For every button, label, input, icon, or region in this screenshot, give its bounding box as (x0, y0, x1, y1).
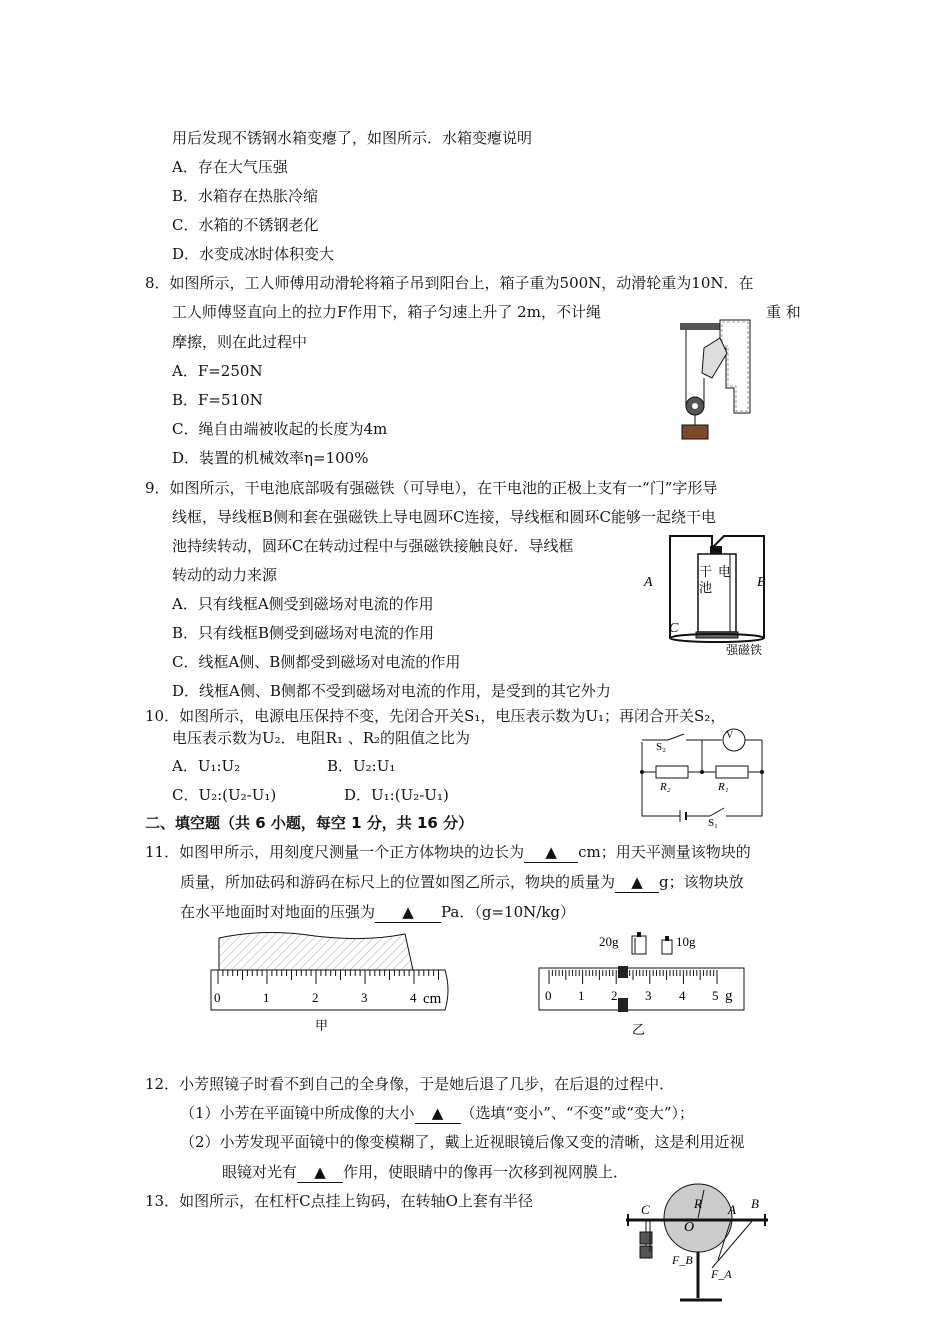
q10-option-d: D．U₁:(U₂-U₁) (344, 786, 449, 804)
scale-tick-3: 3 (645, 988, 652, 1003)
q12-blank-2[interactable]: ▲ (297, 1162, 343, 1183)
q9-line4: 转动的动力来源 (172, 566, 278, 584)
label-o: O (684, 1220, 695, 1235)
r2-label: R₂ (660, 781, 671, 793)
ruler-unit: cm (423, 991, 442, 1007)
scale-tick-2: 2 (611, 988, 618, 1003)
q12-line2 (180, 1103, 694, 1124)
q11-line2-b: g；该物块放 (659, 873, 744, 891)
label-b: B (757, 575, 766, 590)
q12-line2-a: （1）小芳在平面镜中所成像的大小 (180, 1104, 415, 1122)
q12-line4-b: 作用，使眼睛中的像再一次移到视网膜上． (343, 1163, 629, 1181)
q8-line2: 工人师傅竖直向上的拉力F作用下，箱子匀速上升了 2m，不计绳 (172, 303, 601, 321)
q9-option-a: A．只有线框A侧受到磁场对电流的作用 (172, 595, 434, 613)
pulley-figure (672, 318, 762, 443)
q11-line2 (180, 872, 744, 893)
q8-option-a: A．F=250N (172, 362, 263, 380)
label-b-point: B (751, 1196, 759, 1211)
q11-line3 (180, 902, 575, 923)
q9-option-b: B．只有线框B侧受到磁场对电流的作用 (172, 624, 435, 642)
q8-line3: 摩擦，则在此过程中 (172, 333, 308, 351)
q7-option-d: D．水变成冰时体积变大 (172, 245, 335, 263)
scale-tick-0: 0 (545, 988, 552, 1003)
ruler-tick-4: 4 (410, 990, 417, 1005)
q12-blank-1[interactable]: ▲ (415, 1103, 461, 1124)
q8-line1: 8．如图所示，工人师傅用动滑轮将箱子吊到阳台上，箱子重为500N，动滑轮重为10N．在 (145, 274, 754, 292)
r1-label: R₁ (718, 781, 729, 793)
ruler-tick-0: 0 (214, 990, 221, 1005)
q9-option-c: C．线框A侧、B侧都受到磁场对电流的作用 (172, 653, 461, 671)
ruler-caption: 甲 (315, 1018, 329, 1033)
q8-option-d: D．装置的机械效率η=100% (172, 449, 369, 467)
circuit-figure (638, 728, 768, 828)
label-a-point: A (728, 1202, 736, 1217)
q12-line1: 12．小芳照镜子时看不到自己的全身像，于是她后退了几步，在后退的过程中． (145, 1075, 675, 1093)
balance-scale-figure (535, 928, 750, 1040)
q11-blank-1[interactable]: ▲ (524, 842, 578, 863)
scale-tick-1: 1 (578, 988, 585, 1003)
force-fb-label: F_B (672, 1253, 693, 1267)
q12-line4 (222, 1162, 628, 1183)
q10-line2: 电压表示数为U₂．电阻R₁ 、R₂的阻值之比为 (172, 729, 471, 747)
label-a: A (644, 575, 653, 590)
q11-blank-2[interactable]: ▲ (615, 872, 659, 893)
q9-option-d: D．线框A侧、B侧都不受到磁场对电流的作用，是受到的其它外力 (172, 682, 611, 700)
ruler-tick-3: 3 (361, 990, 368, 1005)
q11-line3-a: 在水平地面时对地面的压强为 (180, 903, 376, 921)
q9-line1: 9．如图所示，干电池底部吸有强磁铁（可导电），在干电池的正极上支有一“门”字形导 (145, 479, 718, 497)
s1-label: S₁ (708, 817, 718, 828)
ruler-tick-1: 1 (263, 990, 270, 1005)
q7-line1: 用后发现不锈钢水箱变瘪了，如图所示．水箱变瘪说明 (172, 129, 533, 147)
magnet-label: 强磁铁 (726, 643, 763, 657)
label-c: C (669, 621, 679, 636)
scale-unit: g (725, 988, 733, 1004)
q13-line1: 13．如图所示，在杠杆C点挂上钩码，在转轴O上套有半径 (145, 1192, 533, 1210)
label-r: R (694, 1196, 702, 1211)
q12-line2-b: （选填“变小”、“不变”或“变大”）； (460, 1104, 695, 1122)
ruler-tick-2: 2 (312, 990, 319, 1005)
ruler-figure (205, 928, 455, 1036)
q11-line2-a: 质量，所加砝码和游码在标尺上的位置如图乙所示，物块的质量为 (180, 873, 616, 891)
q7-option-a: A．存在大气压强 (172, 158, 288, 176)
section2-title: 二、填空题（共 6 小题，每空 1 分，共 16 分） (145, 814, 474, 832)
battery-motor-figure (640, 528, 780, 663)
weight-10g-label: 10g (676, 934, 696, 949)
q11-line1-a: 11．如图甲所示，用刻度尺测量一个正方体物块的边长为 (145, 843, 525, 861)
q10-line1: 10．如图所示，电源电压保持不变，先闭合开关S₁，电压表示数为U₁；再闭合开关S₂， (145, 707, 726, 725)
q11-line1-b: cm；用天平测量该物块的 (578, 843, 751, 861)
q8-option-b: B．F=510N (172, 391, 263, 409)
q10-option-a: A．U₁:U₂ (172, 757, 241, 775)
q9-line3: 池持续转动，圆环C在转动过程中与强磁铁接触良好．导线框 (172, 537, 574, 555)
label-c-point: C (641, 1202, 650, 1217)
scale-caption: 乙 (632, 1022, 646, 1037)
voltmeter-label: V (726, 730, 734, 741)
q7-option-c: C．水箱的不锈钢老化 (172, 216, 319, 234)
q12-line4-a: 眼镜对光有 (222, 1163, 298, 1181)
lever-figure (618, 1180, 778, 1305)
q11-blank-3[interactable]: ▲ (375, 902, 441, 923)
q10-option-c: C．U₂:(U₂-U₁) (172, 786, 277, 804)
force-fa-label: F_A (711, 1267, 732, 1281)
q10-option-b: B．U₂:U₁ (327, 757, 396, 775)
cell-char-3: 池 (699, 580, 713, 595)
q9-line2: 线框，导线框B侧和套在强磁铁上导电圆环C连接，导线框和圆环C能够一起绕干电 (172, 508, 716, 526)
q12-line3: （2）小芳发现平面镜中的像变模糊了，戴上近视眼镜后像又变的清晰，这是利用近视 (180, 1133, 745, 1151)
q8-line2-tail: 重 和 (766, 303, 801, 321)
q11-line3-b: Pa．（g=10N/kg） (441, 903, 576, 921)
q8-option-c: C．绳自由端被收起的长度为4m (172, 420, 388, 438)
cell-char-1: 干 (699, 564, 713, 579)
q7-option-b: B．水箱存在热胀冷缩 (172, 187, 319, 205)
scale-tick-4: 4 (679, 988, 686, 1003)
weight-20g-label: 20g (599, 934, 619, 949)
scale-tick-5: 5 (712, 988, 719, 1003)
cell-char-2: 电 (718, 564, 732, 579)
s2-label: S₂ (656, 741, 666, 753)
q11-line1 (145, 842, 751, 863)
